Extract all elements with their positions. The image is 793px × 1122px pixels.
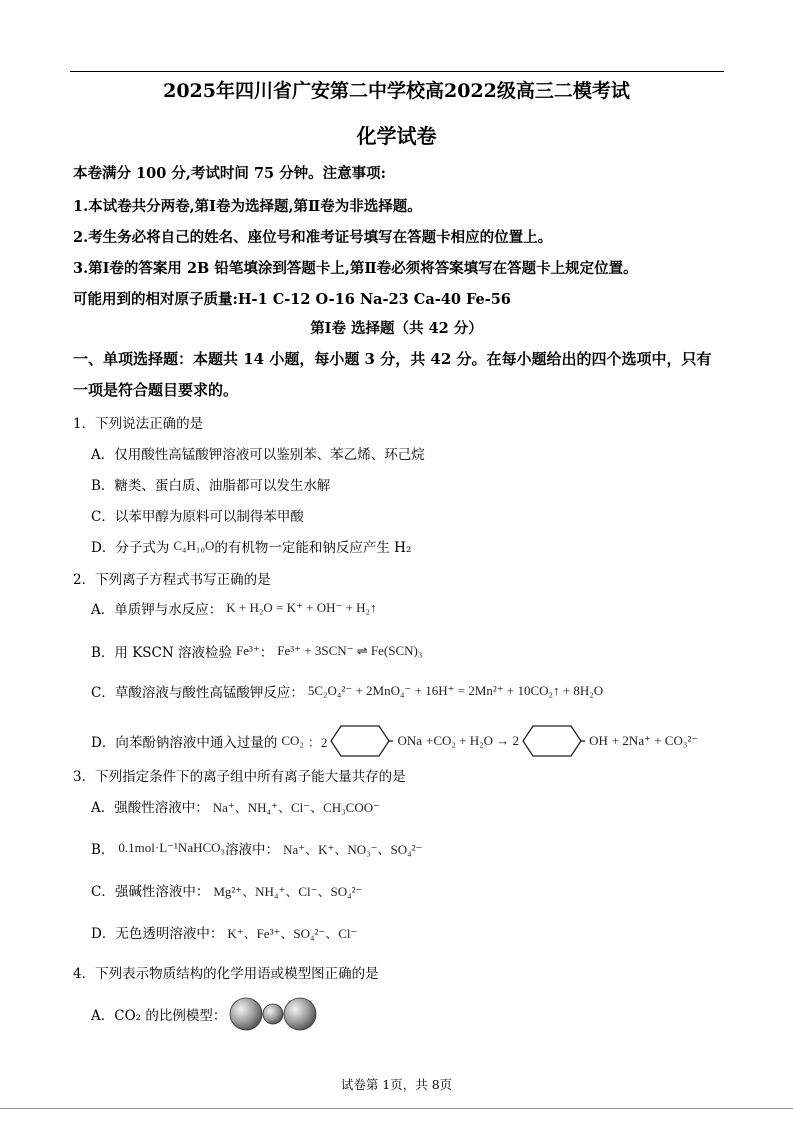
question-3-option-a <box>91 796 380 816</box>
note-line: 3.第Ⅰ卷的答案用 2B 铅笔填涂到答题卡上,第Ⅱ卷必须将答案填写在答题卡上规定位置。 <box>73 260 638 277</box>
page-bottom-rule <box>0 1108 793 1109</box>
note-line: 1.本试卷共分两卷,第Ⅰ卷为选择题,第Ⅱ卷为非选择题。 <box>73 198 422 215</box>
option-text: C．强碱性溶液中： <box>91 884 210 900</box>
option-text: 溶液中： <box>225 842 280 858</box>
question-2-option-d <box>91 724 698 758</box>
ion-list: Mg²⁺、NH₄⁺、Cl⁻、SO₄²⁻ <box>213 883 363 899</box>
option-text: C．草酸溶液与酸性高锰酸钾反应： <box>91 685 304 701</box>
option-text: A．单质钾与水反应： <box>91 602 223 618</box>
equation: Fe³⁺ + 3SCN⁻ ⇌ Fe(SCN)₃ <box>277 643 423 658</box>
equation-part: OH <box>589 733 608 748</box>
question-3-stem: 3．下列指定条件下的离子组中所有离子能大量共存的是 <box>73 769 406 785</box>
question-1-option-a: A．仅用酸性高锰酸钾溶液可以鉴别苯、苯乙烯、环己烷 <box>91 447 425 463</box>
option-text: ： <box>259 645 274 661</box>
question-2-option-a <box>91 598 377 618</box>
question-3-option-b <box>91 838 422 858</box>
equation-part: ONa <box>397 733 422 748</box>
question-1-stem: 1．下列说法正确的是 <box>73 416 204 432</box>
option-text: 的有机物一定能和钠反应产生 H₂ <box>214 540 412 556</box>
ion-list: Na⁺、NH₄⁺、Cl⁻、CH₃COO⁻ <box>212 799 380 815</box>
formula: C₄H₁₀O <box>173 538 215 553</box>
benzene-ring-icon <box>519 724 585 758</box>
question-2-option-c <box>91 681 603 701</box>
note-line: 2.考生务必将自己的姓名、座位号和准考证号填写在答题卡相应的位置上。 <box>73 229 553 246</box>
concentration: 0.1mol·L⁻¹NaHCO₃ <box>118 840 226 855</box>
option-text: A．强酸性溶液中： <box>91 800 209 816</box>
question-4-option-a <box>91 997 318 1031</box>
question-2-stem: 2．下列离子方程式书写正确的是 <box>73 572 271 588</box>
option-text: D．无色透明溶液中： <box>91 926 224 942</box>
equation-part: +CO₂ + H₂O → 2 <box>425 733 520 748</box>
atomic-mass-line: 可能用到的相对原子质量:H-1 C-12 O-16 Na-23 Ca-40 Fe-56 <box>73 291 511 308</box>
co2-space-filling-model-icon <box>228 997 318 1031</box>
option-text: D．向苯酚钠溶液中通入过量的 <box>91 735 278 751</box>
option-text: D．分子式为 <box>91 540 170 556</box>
part-intro: 一项是符合题目要求的。 <box>73 381 239 399</box>
equation-part: + 2Na⁺ + CO₃²⁻ <box>611 733 699 748</box>
option-text: A．CO₂ 的比例模型： <box>91 1008 227 1024</box>
equation-part: ：2 <box>307 734 328 750</box>
question-1-option-d <box>91 536 411 556</box>
benzene-ring-icon <box>327 724 393 758</box>
page-footer: 试卷第 1页，共 8页 <box>340 1077 453 1092</box>
equation: 5C₂O₄²⁻ + 2MnO₄⁻ + 16H⁺ = 2Mn²⁺ + 10CO₂↑ + 8H₂O <box>307 683 604 698</box>
question-1-option-c: C．以苯甲醇为原料可以制得苯甲酸 <box>91 509 304 525</box>
note-line: 本卷满分 100 分,考试时间 75 分钟。注意事项: <box>73 165 387 182</box>
option-text: B．用 KSCN 溶液检验 <box>91 645 232 661</box>
question-2-option-b <box>91 641 422 661</box>
ion-list: Na⁺、K⁺、NO₃⁻、SO₄²⁻ <box>283 841 423 857</box>
question-1-option-b: B．糖类、蛋白质、油脂都可以发生水解 <box>91 478 331 494</box>
ion-list: K⁺、Fe³⁺、SO₄²⁻、Cl⁻ <box>227 925 358 941</box>
question-3-option-c <box>91 880 362 900</box>
section-title: 第Ⅰ卷 选择题（共 42 分） <box>310 320 483 337</box>
ion: Fe³⁺ <box>235 643 260 658</box>
header-rule <box>70 71 724 72</box>
question-3-option-d <box>91 922 357 942</box>
option-text: B． <box>91 842 115 858</box>
part-intro: 一、单项选择题：本题共 14 小题，每小题 3 分，共 42 分。在每小题给出的四个选项中，只有 <box>73 350 712 368</box>
exam-title: 2025年四川省广安第二中学校高2022级高三二模考试 <box>163 80 630 102</box>
question-4-stem: 4．下列表示物质结构的化学用语或模型图正确的是 <box>73 966 379 982</box>
equation: K + H₂O = K⁺ + OH⁻ + H₂↑ <box>226 600 377 615</box>
exam-subtitle: 化学试卷 <box>356 124 437 148</box>
formula: CO₂ <box>281 733 304 748</box>
